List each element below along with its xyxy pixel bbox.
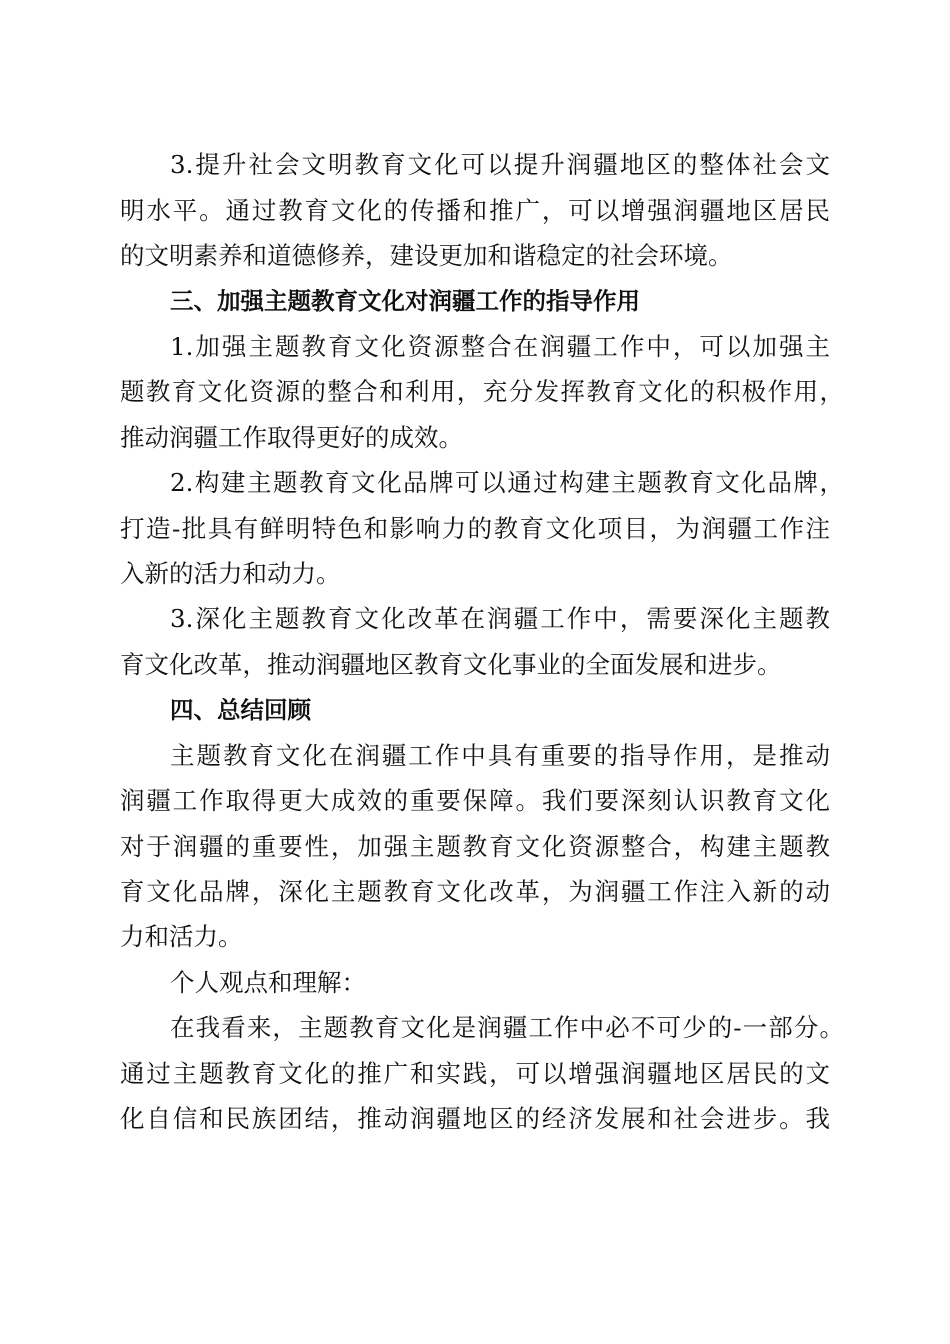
- paragraph-line: 3.深化主题教育文化改革在润疆工作中，需要深化主题教: [170, 604, 830, 633]
- paragraph-line: 主题教育文化在润疆工作中具有重要的指导作用，是推动: [170, 741, 830, 770]
- paragraph-line: 力和活力。: [120, 922, 243, 951]
- paragraph-line: 3.提升社会文明教育文化可以提升润疆地区的整体社会文: [170, 150, 830, 179]
- paragraph-line: 推动润疆工作取得更好的成效。: [120, 423, 463, 452]
- paragraph-line: 化自信和民族团结，推动润疆地区的经济发展和社会进步。我: [120, 1104, 830, 1133]
- paragraph-line: 打造-批具有鲜明特色和影响力的教育文化项目，为润疆工作注: [120, 514, 830, 543]
- paragraph-line: 明水平。通过教育文化的传播和推广，可以增强润疆地区居民: [120, 196, 830, 225]
- paragraph-line: 育文化改革，推动润疆地区教育文化事业的全面发展和进步。: [120, 650, 782, 679]
- paragraph-line: 1.加强主题教育文化资源整合在润疆工作中，可以加强主: [170, 332, 830, 361]
- paragraph-line: 2.构建主题教育文化品牌可以通过构建主题教育文化品牌，: [170, 468, 844, 497]
- section-heading: 四、总结回顾: [170, 696, 311, 724]
- paragraph-line: 的文明素养和道德修养，建设更加和谐稳定的社会环境。: [120, 241, 733, 270]
- paragraph-line: 对于润疆的重要性，加强主题教育文化资源整合，构建主题教: [120, 832, 830, 861]
- paragraph-line: 入新的活力和动力。: [120, 559, 341, 588]
- paragraph-line: 育文化品牌，深化主题教育文化改革，为润疆工作注入新的动: [120, 877, 830, 906]
- paragraph-line: 题教育文化资源的整合和利用，充分发挥教育文化的积极作用，: [120, 377, 844, 406]
- section-heading: 三、加强主题教育文化对润疆工作的指导作用: [170, 287, 640, 315]
- paragraph-line: 通过主题教育文化的推广和实践，可以增强润疆地区居民的文: [120, 1059, 830, 1088]
- paragraph-line: 在我看来，主题教育文化是润疆工作中必不可少的-一部分。: [170, 1013, 844, 1042]
- paragraph-line: 个人观点和理解：: [170, 968, 366, 997]
- paragraph-line: 润疆工作取得更大成效的重要保障。我们要深刻认识教育文化: [120, 786, 830, 815]
